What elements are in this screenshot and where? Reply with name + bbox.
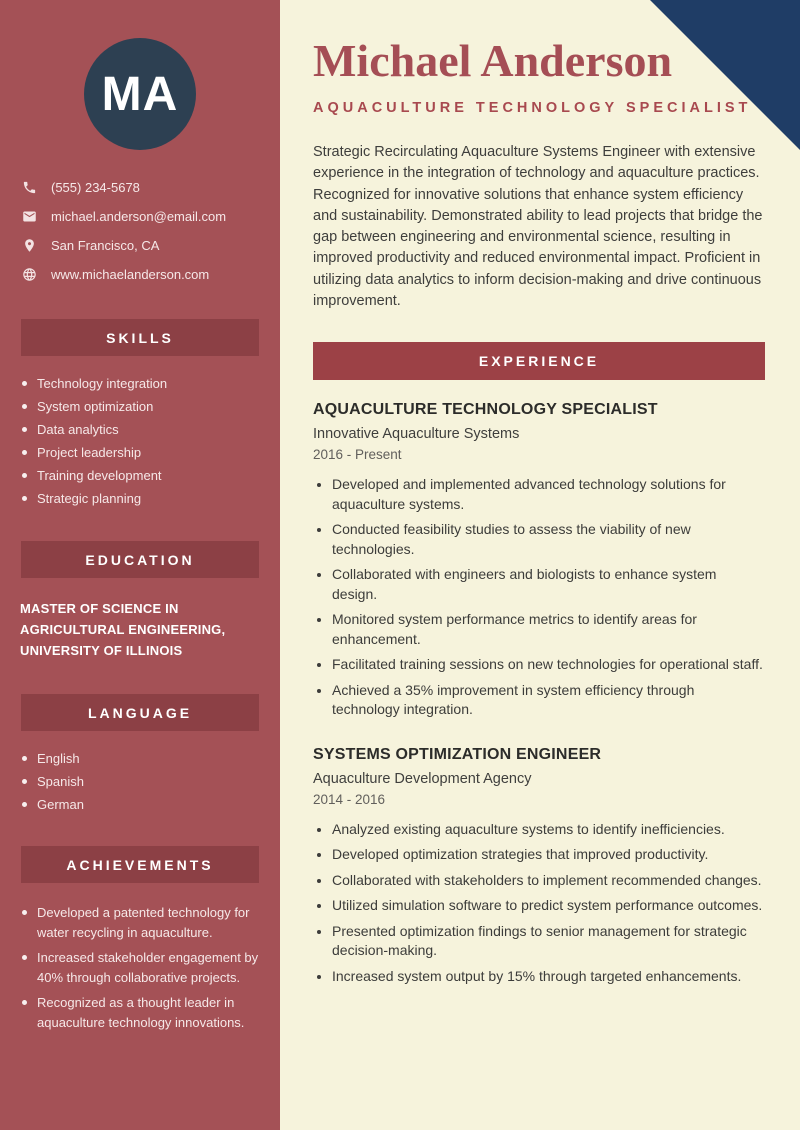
- avatar-initials: MA: [101, 67, 179, 121]
- skill-item: Strategic planning: [22, 491, 270, 506]
- job-bullet-list: [313, 475, 765, 720]
- job-bullet: • Facilitated training sessions on new technologies for operational staff.: [332, 655, 765, 675]
- contact-website: [22, 267, 280, 282]
- achievements-header-label: ACHIEVEMENTS: [66, 856, 214, 873]
- avatar: [84, 38, 196, 150]
- contact-phone: [22, 180, 280, 195]
- language-header-label: LANGUAGE: [87, 704, 193, 721]
- candidate-headline: AQUACULTURE TECHNOLOGY SPECIALIST: [313, 100, 752, 116]
- sidebar: [0, 0, 280, 1130]
- language-item: German: [22, 797, 270, 812]
- skill-item: Training development: [22, 468, 270, 483]
- language-list: [0, 751, 280, 812]
- job-bullet: • Developed optimization strategies that improved productivity.: [332, 845, 765, 865]
- achievements-header: [21, 846, 259, 883]
- job-dates: 2016 - Present: [313, 447, 402, 463]
- education-text: MASTER OF SCIENCE IN AGRICULTURAL ENGINEERING, UNIVERSITY OF ILLINOIS: [20, 601, 226, 658]
- job-bullet-list: [313, 820, 765, 987]
- candidate-name: Michael Anderson: [313, 35, 673, 86]
- job-bullet: • Conducted feasibility studies to assess the viability of new technologies.: [332, 520, 765, 559]
- job-entry: [313, 746, 765, 987]
- job-bullet: • Collaborated with engineers and biologists to enhance system design.: [332, 565, 765, 604]
- education-header-label: EDUCATION: [85, 551, 195, 568]
- achievement-item: Increased stakeholder engagement by 40% through collaborative projects.: [22, 948, 270, 988]
- main-content: [280, 0, 800, 986]
- job-bullet: • Achieved a 35% improvement in system efficiency through technology integration.: [332, 681, 765, 720]
- main-column: [280, 0, 800, 1130]
- job-dates: 2014 - 2016: [313, 791, 386, 807]
- skills-header-label: SKILLS: [106, 329, 174, 346]
- contact-email: [22, 209, 280, 224]
- job-bullet: • Utilized simulation software to predict system performance outcomes.: [332, 896, 765, 916]
- job-company: Aquaculture Development Agency: [313, 770, 532, 787]
- phone-number: (555) 234-5678: [51, 180, 140, 195]
- job-bullet: • Developed and implemented advanced technology solutions for aquaculture systems.: [332, 475, 765, 514]
- language-header: [21, 694, 259, 731]
- achievement-item: Recognized as a thought leader in aquaculture technology innovations.: [22, 993, 270, 1033]
- education-header: [21, 541, 259, 578]
- contact-location: [22, 238, 280, 253]
- location-text: San Francisco, CA: [51, 238, 160, 253]
- job-bullet: • Presented optimization findings to senior management for strategic decision-making.: [332, 922, 765, 961]
- website-url: www.michaelanderson.com: [51, 267, 210, 282]
- job-company: Innovative Aquaculture Systems: [313, 426, 520, 443]
- globe-icon: [22, 267, 37, 282]
- achievements-list: [0, 903, 280, 1033]
- contact-section: [22, 180, 280, 282]
- job-title: AQUACULTURE TECHNOLOGY SPECIALIST: [313, 401, 658, 419]
- location-icon: [22, 238, 37, 253]
- skills-header: [21, 319, 259, 356]
- skill-item: Data analytics: [22, 422, 270, 437]
- skill-item: Project leadership: [22, 445, 270, 460]
- email-icon: [22, 209, 37, 224]
- email-address: michael.anderson@email.com: [51, 209, 227, 224]
- job-bullet: • Monitored system performance metrics to identify areas for enhancement.: [332, 610, 765, 649]
- job-bullet: • Increased system output by 15% through targeted enhancements.: [332, 967, 765, 987]
- job-bullet: • Collaborated with stakeholders to implement recommended changes.: [332, 871, 765, 891]
- experience-header: [313, 342, 765, 380]
- experience-header-label: EXPERIENCE: [478, 353, 600, 370]
- job-entry: [313, 401, 765, 720]
- skill-item: Technology integration: [22, 376, 270, 391]
- summary-paragraph: Strategic Recirculating Aquaculture Systems Engineer with extensive experience in the integration of technology and aquaculture practices. Recognized for innovative solutions that enhance system efficiency and sustainability. Demonstrated ability to lead projects that bridge the gap between engineering and environmental science, resulting in improved productivity and reduced environmental impact. Proficient in utilizing data analytics to inform decision-making and drive continuous improvement.: [313, 144, 763, 310]
- skill-item: System optimization: [22, 399, 270, 414]
- phone-icon: [22, 180, 37, 195]
- job-title: SYSTEMS OPTIMIZATION ENGINEER: [313, 745, 602, 763]
- language-item: English: [22, 751, 270, 766]
- job-bullet: • Analyzed existing aquaculture systems to identify inefficiencies.: [332, 820, 765, 840]
- language-item: Spanish: [22, 774, 270, 789]
- achievement-item: Developed a patented technology for water recycling in aquaculture.: [22, 903, 270, 943]
- skills-list: [0, 376, 280, 506]
